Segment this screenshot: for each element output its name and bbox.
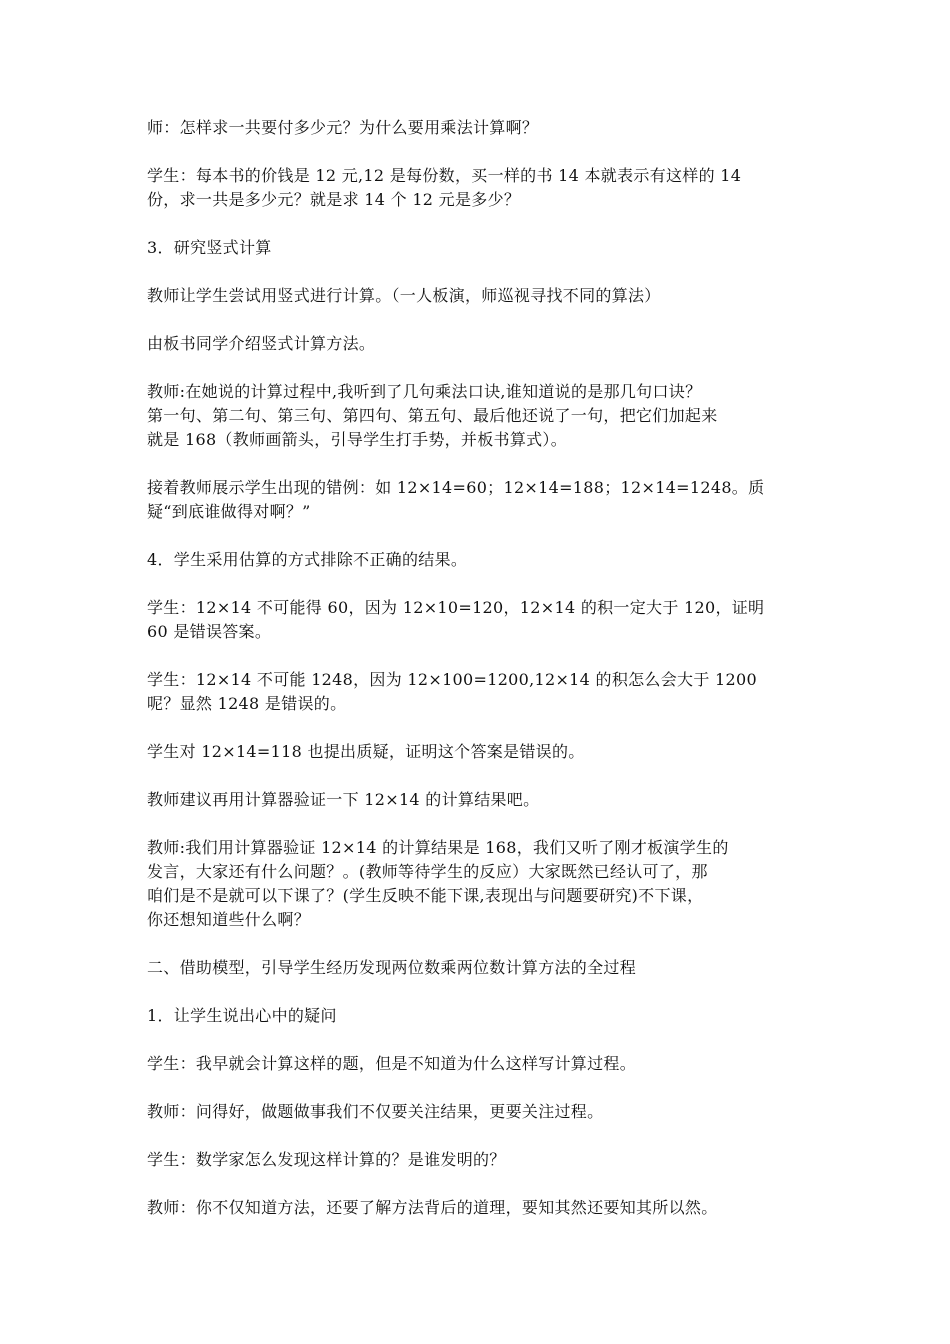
text-line: 教师:在她说的计算过程中,我听到了几句乘法口诀,谁知道说的是那几句口诀？ xyxy=(147,382,702,401)
paragraph-student-doubt xyxy=(147,1052,819,1076)
paragraph-student-estimate-1248 xyxy=(147,668,819,716)
paragraph-student-question-118 xyxy=(147,740,819,764)
paragraph-teacher-reason xyxy=(147,1196,819,1220)
text-line: 3．研究竖式计算 xyxy=(147,238,272,257)
text-line: 教师让学生尝试用竖式进行计算。（一人板演，师巡视寻找不同的算法） xyxy=(147,286,661,305)
section-heading-2 xyxy=(147,956,819,980)
text-line: 教师:我们用计算器验证 12×14 的计算结果是 168，我们又听了刚才板演学生的 xyxy=(147,838,729,857)
text-line: 学生对 12×14=118 也提出质疑，证明这个答案是错误的。 xyxy=(147,742,585,761)
text-line: 学生：12×14 不可能 1248，因为 12×100=1200,12×14 的积怎么会大于 1200 xyxy=(147,670,757,689)
text-line: 呢？显然 1248 是错误的。 xyxy=(147,694,347,713)
text-line: 学生：每本书的价钱是 12 元,12 是每份数，买一样的书 14 本就表示有这样的 14 xyxy=(147,166,742,185)
text-line: 教师：你不仅知道方法，还要了解方法背后的道理，要知其然还要知其所以然。 xyxy=(147,1198,718,1217)
text-line: 疑“到底谁做得对啊？” xyxy=(147,502,311,521)
text-line: 4．学生采用估算的方式排除不正确的结果。 xyxy=(147,550,468,569)
paragraph-student-mathematician xyxy=(147,1148,819,1172)
text-line: 60 是错误答案。 xyxy=(147,622,272,641)
paragraph-student-answer xyxy=(147,164,819,212)
paragraph-teacher-verify xyxy=(147,836,819,932)
section-heading-4 xyxy=(147,548,819,572)
text-line: 由板书同学介绍竖式计算方法。 xyxy=(147,334,376,353)
paragraph-error-examples xyxy=(147,476,819,524)
text-line: 份，求一共是多少元？就是求 14 个 12 元是多少？ xyxy=(147,190,521,209)
text-line: 学生：数学家怎么发现这样计算的？是谁发明的？ xyxy=(147,1150,506,1169)
paragraph-student-estimate-60 xyxy=(147,596,819,644)
text-line: 你还想知道些什么啊？ xyxy=(147,910,311,929)
text-line: 师：怎样求一共要付多少元？为什么要用乘法计算啊？ xyxy=(147,118,539,137)
section-heading-3 xyxy=(147,236,819,260)
paragraph-vertical-calc xyxy=(147,284,819,308)
text-line: 发言，大家还有什么问题？。(教师等待学生的反应）大家既然已经认可了，那 xyxy=(147,862,708,881)
text-line: 就是 168（教师画箭头，引导学生打手势，并板书算式）。 xyxy=(147,430,568,449)
text-line: 1．让学生说出心中的疑问 xyxy=(147,1006,337,1025)
text-line: 学生：我早就会计算这样的题，但是不知道为什么这样写计算过程。 xyxy=(147,1054,637,1073)
text-line: 教师建议再用计算器验证一下 12×14 的计算结果吧。 xyxy=(147,790,540,809)
paragraph-board-intro xyxy=(147,332,819,356)
text-line: 教师：问得好，做题做事我们不仅要关注结果，更要关注过程。 xyxy=(147,1102,604,1121)
section-heading-2-1 xyxy=(147,1004,819,1028)
text-line: 二、借助模型，引导学生经历发现两位数乘两位数计算方法的全过程 xyxy=(147,958,637,977)
text-line: 接着教师展示学生出现的错例：如 12×14=60；12×14=188；12×14=1248。质 xyxy=(147,478,765,497)
text-line: 第一句、第二句、第三句、第四句、第五句、最后他还说了一句，把它们加起来 xyxy=(147,406,718,425)
paragraph-teacher-question xyxy=(147,116,819,140)
paragraph-calculator-suggestion xyxy=(147,788,819,812)
text-line: 咱们是不是就可以下课了？(学生反映不能下课,表现出与问题要研究)不下课， xyxy=(147,886,704,905)
paragraph-teacher-multiplication xyxy=(147,380,819,452)
text-line: 学生：12×14 不可能得 60，因为 12×10=120，12×14 的积一定大于 120，证明 xyxy=(147,598,765,617)
paragraph-teacher-praise xyxy=(147,1100,819,1124)
